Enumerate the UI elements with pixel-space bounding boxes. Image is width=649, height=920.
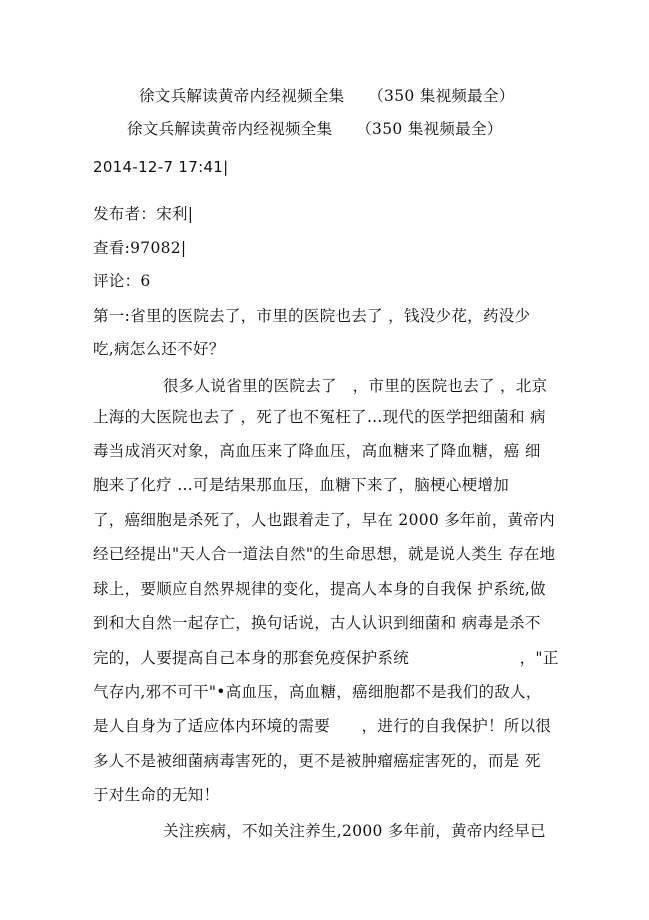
paragraph-line: 上海的大医院也去了 ，死了也不冤枉了…现代的医学把细菌和 病 xyxy=(93,408,546,426)
paragraph-line: 胞来了化疗 …可是结果那血压，血糖下来了，脑梗心梗增加 xyxy=(93,476,510,494)
heading-line: 第一:省里的医院去了，市里的医院也去了 ，钱没少花，药没少 xyxy=(93,307,531,325)
paragraph-line: 球上，要顺应自然界规律的变化，提高人本身的自我保 护系统,做 xyxy=(93,580,546,598)
paragraph-line: 很多人说省里的医院去了 ，市里的医院也去了 ，北京 xyxy=(163,377,548,395)
comment-count: 评论：6 xyxy=(93,272,151,290)
paragraph-line: 于对生命的无知！ xyxy=(93,786,220,804)
paragraph-line: 多人不是被细菌病毒害死的，更不是被肿瘤癌症害死的，而是 死 xyxy=(93,752,541,770)
paragraph-line: 毒当成消灭对象，高血压来了降血压，高血糖来了降血糖，癌 细 xyxy=(93,442,541,460)
paragraph-line: 到和大自然一起存亡，换句话说，古人认识到细菌和 病毒是杀不 xyxy=(93,614,541,632)
paragraph-line: 完的，人要提高自己本身的那套免疫保护系统 ，"正 xyxy=(93,649,559,667)
title-line-1: 徐文兵解读黄帝内经视频全集 （350 集视频最全） xyxy=(139,87,515,105)
paragraph-line: 是人自身为了适应体内环境的需要 ，进行的自我保护！所以很 xyxy=(93,717,552,735)
publisher: 发布者：宋利| xyxy=(93,205,194,223)
paragraph-line: 关注疾病，不如关注养生,2000 多年前，黄帝内经早已 xyxy=(163,822,546,840)
title-line-2: 徐文兵解读黄帝内经视频全集 （350 集视频最全） xyxy=(127,120,503,138)
paragraph-line: 经已经提出"天人合一道法自然"的生命思想，就是说人类生 存在地 xyxy=(93,545,556,563)
post-date: 2014-12-7 17:41| xyxy=(93,158,229,176)
heading-line: 吃,病怎么还不好？ xyxy=(93,340,225,358)
paragraph-line: 气存内,邪不可干"•高血压，高血糖，癌细胞都不是我们的敌人， xyxy=(93,683,542,701)
paragraph-line: 了，癌细胞是杀死了，人也跟着走了，早在 2000 多年前，黄帝内 xyxy=(93,511,555,529)
view-count: 查看:97082| xyxy=(93,239,187,257)
